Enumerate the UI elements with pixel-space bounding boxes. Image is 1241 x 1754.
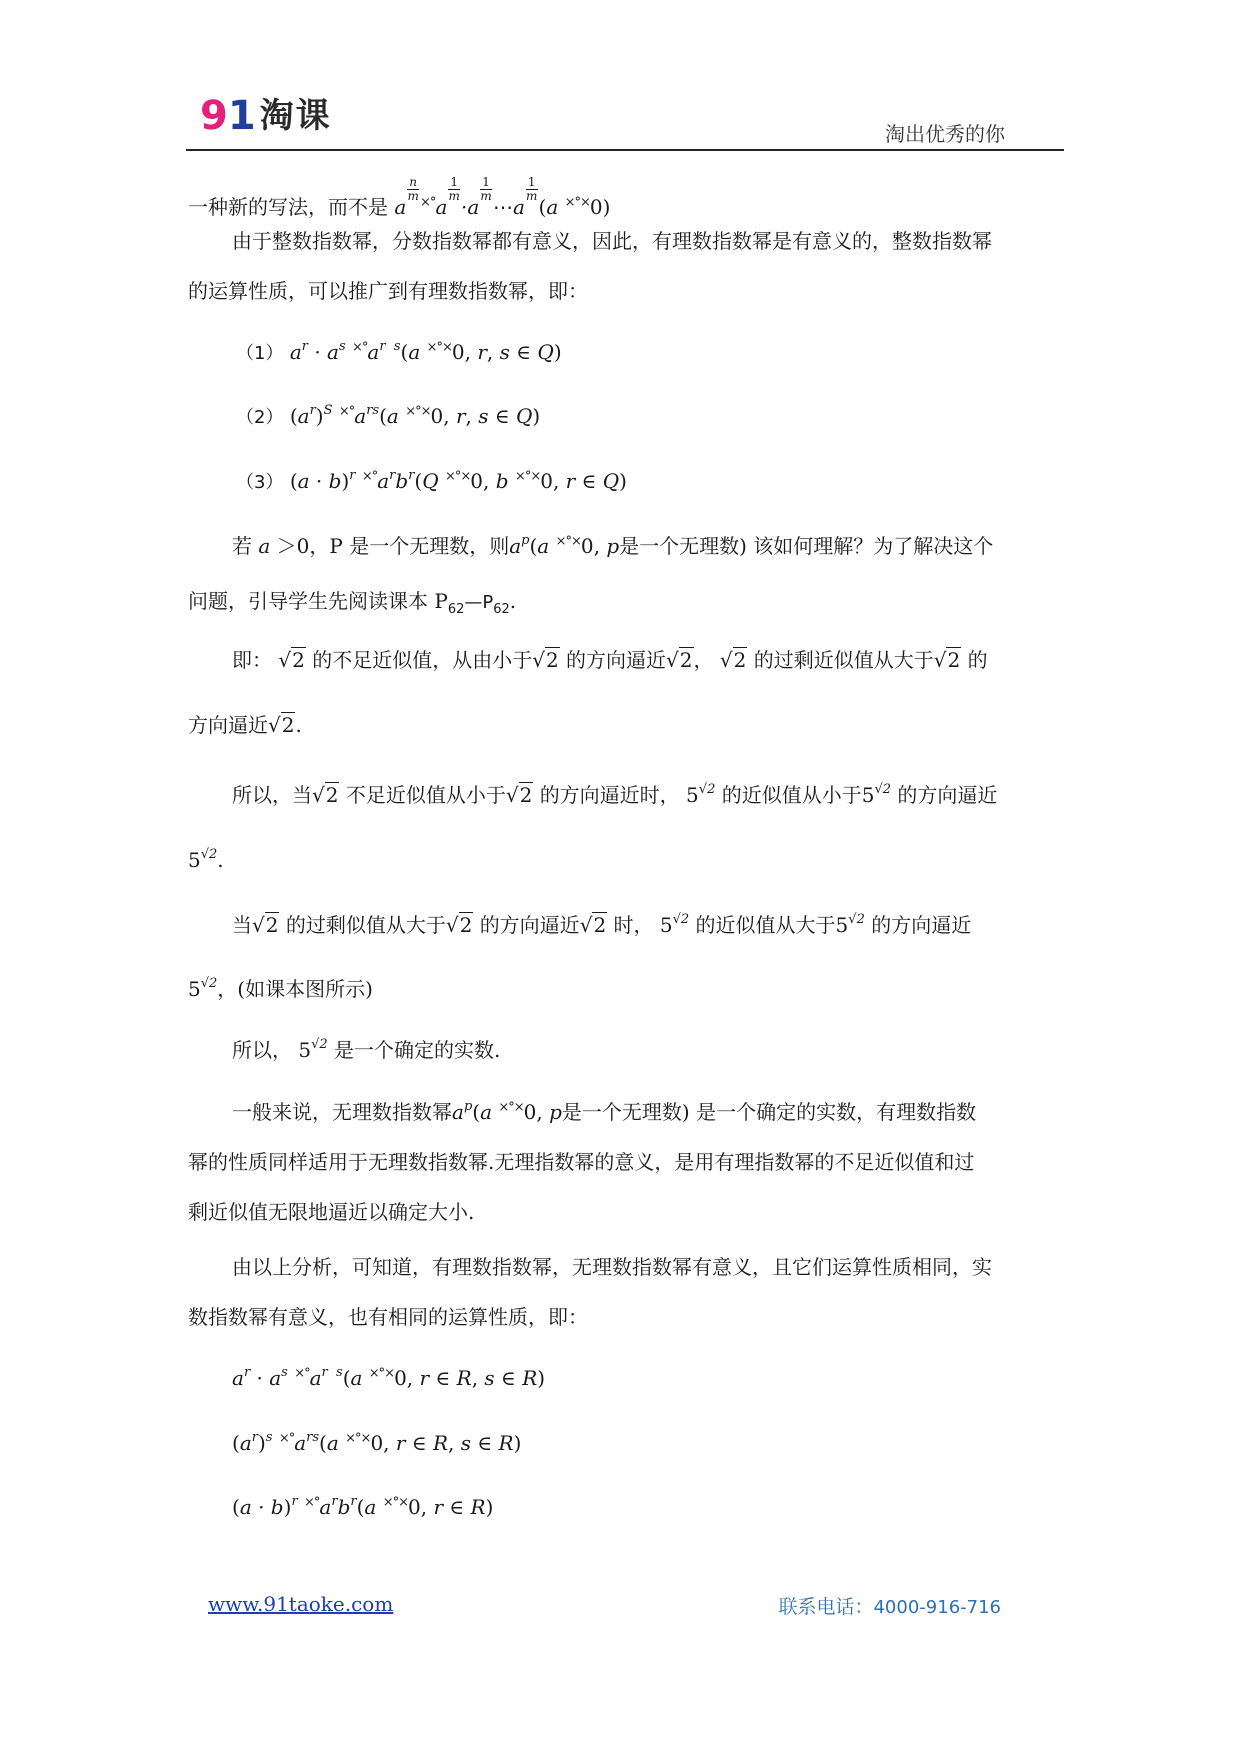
text-line: 一种新的写法，而不是 a $\frac{n}{m}$ ×°a $\frac{1}{m}$ ·a $\frac{1}{m}$ ⋯a $\frac{1}{m}$ (a ×°×0) [188, 175, 611, 219]
header-slogan: 淘出优秀的你 [885, 122, 1005, 146]
paragraph-line: 即： √2 的不足近似值，从由小于√2 的方向逼近√2， √2 的过剩近似值从大于√2 的 [232, 648, 988, 672]
site-logo [200, 92, 332, 140]
paragraph-line: 由于整数指数幂，分数指数幂都有意义，因此，有理数指数幂是有意义的，整数指数幂 [232, 229, 992, 253]
header-divider [186, 149, 1064, 151]
formula-rule-3: （3） $(a \cdot b)^r$ $^{\times^\circ}a^rb^r(Q$ ×°×0, b ×°×0, r ∈ Q) [236, 468, 627, 493]
paragraph-line: 方向逼近√2. [188, 713, 302, 737]
paragraph-line: $5^{√2}$，(如课本图所示) [188, 976, 373, 1001]
footer-website-link[interactable]: www.91taoke.com [208, 1592, 394, 1616]
paragraph-line: 若 a ＞0，P 是一个无理数，则$a^p(a$ ×°×0, p是一个无理数) 该如何理解？为了解决这个 [232, 533, 994, 558]
paragraph-line: $5^{√2}$. [188, 847, 224, 872]
formula-rule-2: （2） $(a^r)^S$ $^{\times^\circ}a^{rs}(a$ ×°×0, r, s ∈ Q) [236, 403, 541, 428]
formula-rule-1: （1） $a^r \cdot a^s$ $^{\times^\circ}a^{r s}(a$ ×°×0, r, s ∈ Q) [236, 339, 562, 364]
paragraph-line: 幂的性质同样适用于无理数指数幂.无理指数幂的意义，是用有理指数幂的不足近似值和过 [188, 1150, 975, 1174]
paragraph-line: 所以，当√2 不足近似值从小于√2 的方向逼近时， $5^{√2}$ 的近似值从小于$5^{√2}$ 的方向逼近 [232, 782, 998, 807]
paragraph-line: 一般来说，无理数指数幂$a^p(a$ ×°×0, p是一个无理数) 是一个确定的实数，有理数指数 [232, 1099, 977, 1124]
logo-text: 淘课 [259, 96, 332, 136]
paragraph-line: 所以， $5^{√2}$ 是一个确定的实数. [232, 1037, 501, 1062]
formula-real-2: $(a^r)^s$ $^{\times^\circ}a^{rs}(a$ ×°×0, r ∈ R, s ∈ R) [232, 1430, 522, 1455]
formula-real-1: $a^r \cdot a^s$ $^{\times^\circ}a^{r s}(a$ ×°×0, r ∈ R, s ∈ R) [232, 1365, 546, 1390]
formula-real-3: $(a \cdot b)^r$ $^{\times^\circ}a^rb^r(a$ ×°×0, r ∈ R) [232, 1494, 494, 1519]
paragraph-line: 当√2 的过剩似值从大于√2 的方向逼近√2 时， $5^{√2}$ 的近似值从大于$5^{√2}$ 的方向逼近 [232, 912, 972, 937]
paragraph-line: 剩近似值无限地逼近以确定大小. [188, 1200, 475, 1224]
paragraph-line: 数指数幂有意义，也有相同的运算性质，即： [188, 1305, 588, 1329]
footer-contact: 联系电话：4000-916-716 [778, 1596, 1001, 1618]
paragraph-line: 的运算性质，可以推广到有理数指数幂，即： [188, 279, 588, 303]
paragraph-line: 问题，引导学生先阅读课本 $P_{62}—P_{62}$. [188, 589, 517, 617]
paragraph-line: 由以上分析，可知道，有理数指数幂，无理数指数幂有意义，且它们运算性质相同，实 [232, 1255, 992, 1279]
logo-mark: 91 [200, 93, 256, 139]
